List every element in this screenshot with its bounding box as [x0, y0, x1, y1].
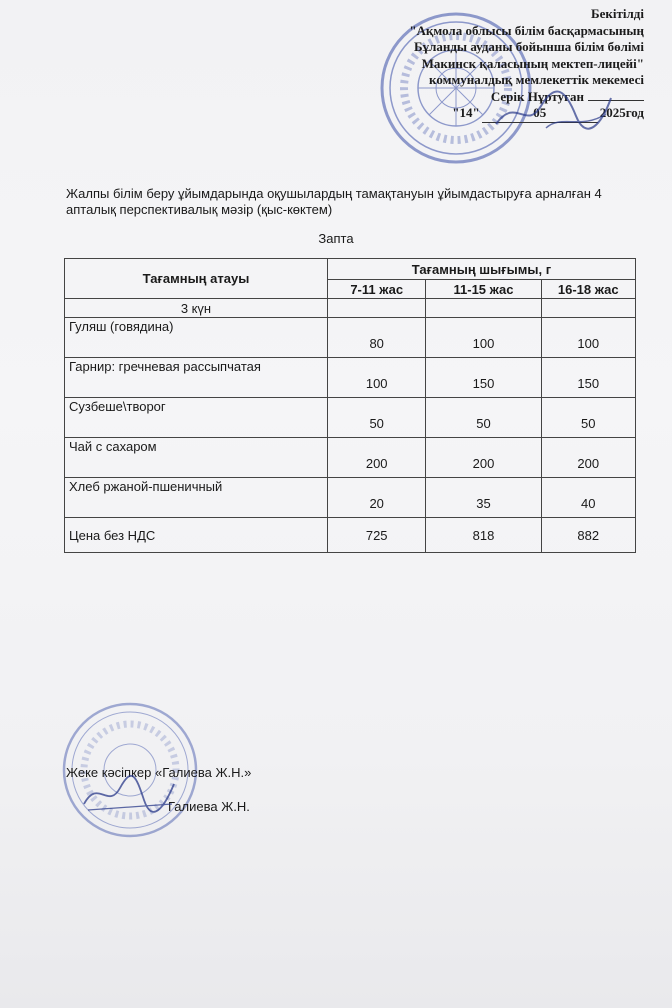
dish-name: Сузбеше\творог [65, 398, 328, 438]
table-row [65, 318, 636, 358]
approval-line-2: Бұланды ауданы бойынша білім бөлімі [413, 39, 644, 54]
price-label: Цена без НДС [65, 518, 328, 553]
approval-date-month: 05 [482, 105, 598, 123]
dish-name: Гарнир: гречневая рассыпчатая [65, 358, 328, 398]
approval-date-line: "14" 05 2025год [409, 105, 644, 123]
approval-signer: Серік Нұртуған [490, 88, 584, 104]
dish-name-header: Тағамның атауы [65, 259, 328, 299]
approval-date-year: 2025год [599, 105, 644, 120]
portion-value: 200 [327, 438, 426, 478]
signature-icon [78, 774, 178, 814]
dish-name: Гуляш (говядина) [65, 318, 328, 358]
menu-table [64, 258, 636, 553]
output-header: Тағамның шығымы, г [327, 259, 635, 280]
portion-value: 40 [541, 478, 636, 518]
week-label: Запта [318, 231, 354, 246]
age-group-header: 11-15 жас [426, 280, 541, 299]
signature-name: Галиева Ж.Н. [168, 799, 250, 814]
approval-line-4: коммуналдық мемлекеттік мекемесі [429, 72, 644, 87]
age-group-header: 16-18 жас [541, 280, 636, 299]
approval-title: Бекітілді [591, 6, 644, 21]
portion-value: 200 [541, 438, 636, 478]
table-row [65, 438, 636, 478]
age-group-header: 7-11 жас [327, 280, 426, 299]
entrepreneur-label: Жеке кәсіпкер «Галиева Ж.Н.» [66, 765, 252, 780]
dish-name: Чай с сахаром [65, 438, 328, 478]
signature-icon [486, 86, 616, 136]
price-value: 725 [327, 518, 426, 553]
portion-value: 50 [426, 398, 541, 438]
portion-value: 150 [541, 358, 636, 398]
portion-value: 100 [541, 318, 636, 358]
approval-date-day: 14 [459, 105, 473, 120]
portion-value: 50 [327, 398, 426, 438]
table-row [65, 398, 636, 438]
portion-value: 150 [426, 358, 541, 398]
table-row [65, 478, 636, 518]
table-header-row [65, 259, 636, 280]
price-value: 818 [426, 518, 541, 553]
table-row [65, 358, 636, 398]
approval-line-3: Макинск қаласының мектеп-лицейі" [421, 55, 644, 71]
dish-name: Хлеб ржаной-пшеничный [65, 478, 328, 518]
portion-value: 100 [426, 318, 541, 358]
price-row [65, 518, 636, 553]
day-label: 3 күн [65, 299, 328, 318]
price-value: 882 [541, 518, 636, 553]
menu-description: Жалпы білім беру ұйымдарында оқушылардың тамақтануын ұйымдастыруға арналған 4 апталық перспективалық мәзір (қыс-көктем) [66, 186, 602, 217]
portion-value: 20 [327, 478, 426, 518]
portion-value: 50 [541, 398, 636, 438]
portion-value: 35 [426, 478, 541, 518]
portion-value: 80 [327, 318, 426, 358]
portion-value: 100 [327, 358, 426, 398]
day-row [65, 299, 636, 318]
portion-value: 200 [426, 438, 541, 478]
approval-line-1: "Ақмола облысы білім басқармасының [409, 22, 644, 38]
